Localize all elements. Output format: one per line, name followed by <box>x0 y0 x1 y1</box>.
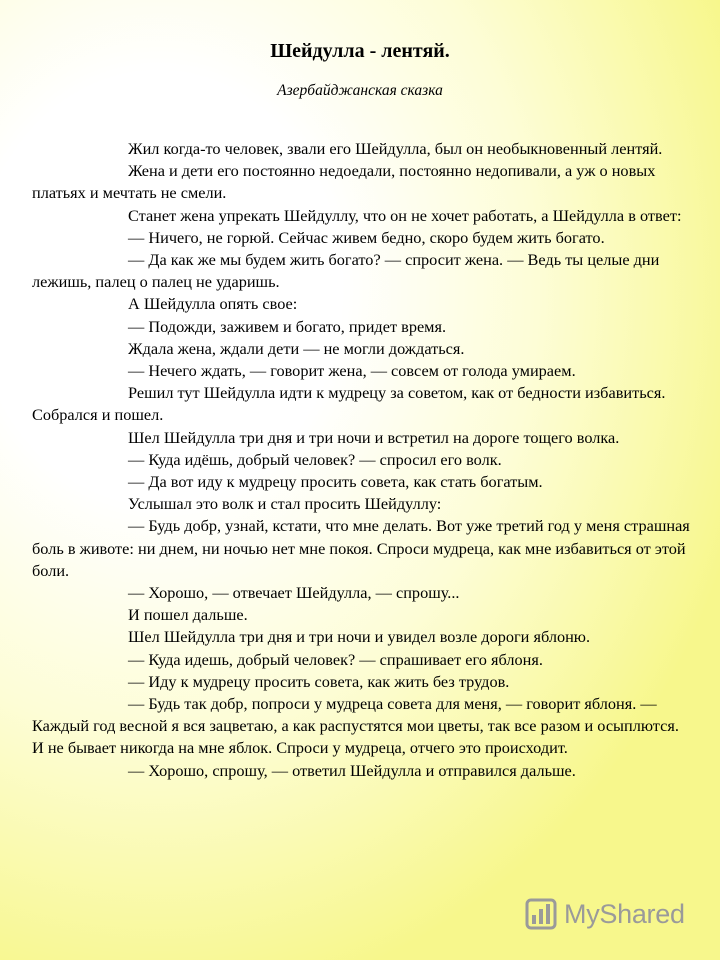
page-title: Шейдулла - лентяй. <box>270 40 450 62</box>
story-paragraph: Решил тут Шейдулла идти к мудрецу за советом, как от бедности избавиться. Собрался и пошел. <box>32 383 666 425</box>
story-paragraph: — Куда идёшь, добрый человек? — спросил его волк. <box>128 449 502 469</box>
story-paragraph: — Нечего ждать, — говорит жена, — совсем от голода умираем. <box>128 361 576 381</box>
story-paragraph: Шел Шейдулла три дня и три ночи и увидел возле дороги яблоню. <box>128 627 591 647</box>
story-paragraph: Станет жена упрекать Шейдуллу, что он не хочет работать, а Шейдулла в ответ: <box>128 205 682 225</box>
watermark-text: MyShared <box>564 898 685 929</box>
story-paragraph: — Подожди, заживем и богато, придет время. <box>128 316 447 336</box>
story-paragraph: — Будь добр, узнай, кстати, что мне делать. Вот уже третий год у меня страшная боль в животе: ни днем, ни ночью нет мне покоя. Спроси мудреца, как мне избавиться от этой боли. <box>32 516 690 580</box>
story-paragraph: Шел Шейдулла три дня и три ночи и встретил на дороге тощего волка. <box>128 427 620 447</box>
story-paragraph: — Хорошо, спрошу, — ответил Шейдулла и отправился дальше. <box>128 760 576 780</box>
story-text <box>32 138 692 782</box>
story-paragraph: — Иду к мудрецу просить совета, как жить без трудов. <box>128 671 510 691</box>
story-paragraph: А Шейдулла опять свое: <box>128 294 298 314</box>
story-paragraph: — Да вот иду к мудрецу просить совета, как стать богатым. <box>128 472 543 492</box>
story-paragraph: Услышал это волк и стал просить Шейдуллу: <box>128 494 442 514</box>
story-paragraph: — Да как же мы будем жить богато? — спросит жена. — Ведь ты целые дни лежишь, палец о палец не ударишь. <box>32 250 660 292</box>
story-paragraph: — Хорошо, — отвечает Шейдулла, — спрошу... <box>128 583 460 603</box>
myshared-watermark <box>524 896 685 932</box>
story-paragraph: Ждала жена, ждали дети — не могли дождаться. <box>128 338 465 358</box>
story-paragraph: И пошел дальше. <box>128 605 248 625</box>
page-subtitle: Азербайджанская сказка <box>277 82 443 99</box>
story-paragraph: — Ничего, не горюй. Сейчас живем бедно, скоро будем жить богато. <box>128 227 605 247</box>
chart-logo-icon <box>524 897 558 931</box>
story-paragraph: Жил когда-то человек, звали его Шейдулла, был он необыкновенный лентяй. <box>128 139 663 158</box>
story-paragraph: — Куда идешь, добрый человек? — спрашивает его яблоня. <box>128 649 543 669</box>
story-paragraph: Жена и дети его постоянно недоедали, постоянно недопивали, а уж о новых платьях и мечтать не смели. <box>32 161 656 203</box>
story-paragraph: — Будь так добр, попроси у мудреца совета для меня, — говорит яблоня. — Каждый год весной я вся зацветаю, а как распустятся мои цветы, так все разом и осыплются. И не бывает никогда на мне яблок. Спроси у мудреца, отчего это происходит. <box>32 694 679 758</box>
